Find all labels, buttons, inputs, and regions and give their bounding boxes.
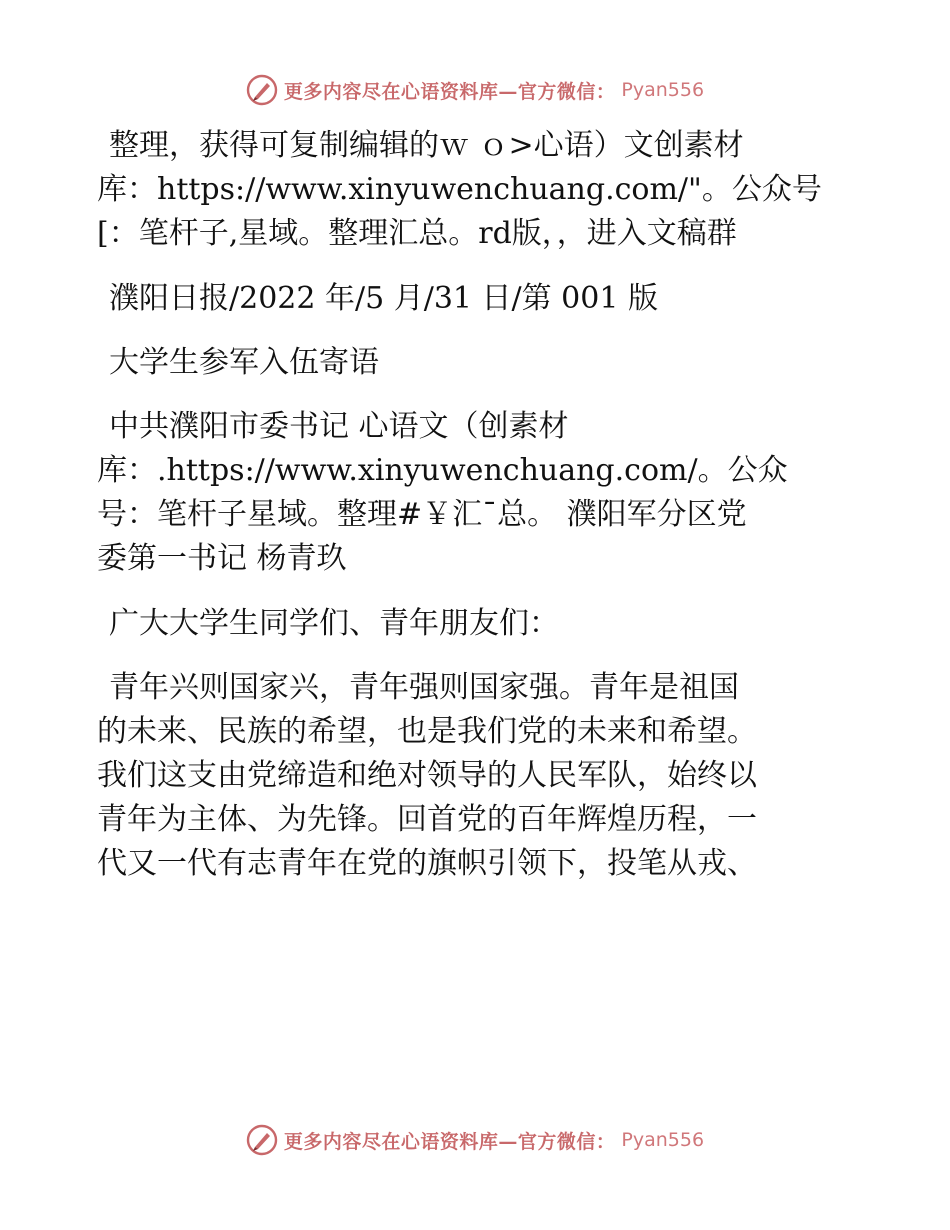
main-line-1: 青年兴则国家兴，青年强则国家强。青年是祖国	[109, 670, 739, 705]
main-line-2: 的未来、民族的希望，也是我们党的未来和希望。	[97, 714, 757, 749]
author-line-4: 委第一书记 杨青玖	[97, 541, 347, 576]
author-paragraph	[97, 405, 857, 581]
header-watermark	[0, 70, 950, 110]
main-line-3: 我们这支由党缔造和绝对领导的人民军队，始终以	[97, 758, 757, 793]
main-paragraph	[97, 666, 857, 886]
salutation: 广大大学生同学们、青年朋友们：	[109, 606, 559, 641]
article-title: 大学生参军入伍寄语	[109, 345, 379, 380]
watermark-text: 更多内容尽在心语资料库—官方微信：	[283, 1130, 616, 1153]
dateline-paragraph	[97, 277, 857, 321]
author-line-3: 号：笔杆子星域。整理#￥汇¯总。 濮阳军分区党	[97, 497, 747, 532]
intro-paragraph	[97, 124, 857, 256]
dateline: 濮阳日报/2022 年/5 月/31 日/第 001 版	[109, 281, 658, 316]
watermark-wechat-id: Pyan556	[621, 79, 705, 101]
intro-line-1: 整理，获得可复制编辑的ｗ ｏ>心语）文创素材	[109, 128, 744, 163]
document-body	[97, 124, 857, 907]
watermark-text: 更多内容尽在心语资料库—官方微信：	[283, 80, 616, 103]
red-quill-logo-icon	[246, 1124, 278, 1156]
intro-line-2: 库：https://www.xinyuwenchuang.com/"。公众号	[97, 172, 822, 207]
author-line-2: 库：.https://www.xinyuwenchuang.com/。公众	[97, 453, 788, 488]
author-line-1: 中共濮阳市委书记 心语文（创素材	[109, 409, 569, 444]
intro-line-3: [：笔杆子,星域。整理汇总。rd版，，进入文稿群	[97, 216, 737, 251]
footer-watermark	[0, 1120, 950, 1160]
main-line-5: 代又一代有志青年在党的旗帜引领下，投笔从戎、	[97, 846, 757, 881]
red-quill-logo-icon	[246, 74, 278, 106]
watermark-wechat-id: Pyan556	[621, 1129, 705, 1151]
main-line-4: 青年为主体、为先锋。回首党的百年辉煌历程，一	[97, 802, 757, 837]
salutation-paragraph	[97, 602, 857, 646]
title-paragraph	[97, 341, 857, 385]
